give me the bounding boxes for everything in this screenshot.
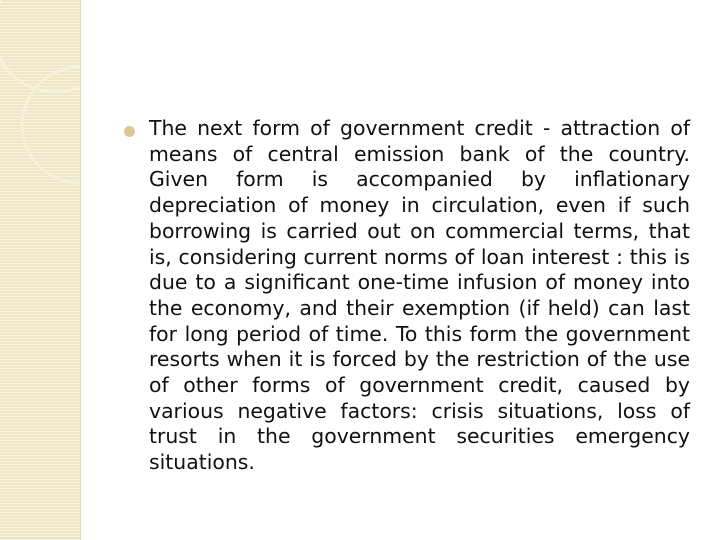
bullet-dot-icon <box>124 126 135 137</box>
bullet-item <box>124 116 690 476</box>
decorative-rings <box>0 0 80 540</box>
bullet-text: The next form of government credit - attraction of means of central emission bank of the country. Given form is accompanied by inflationary depreciation of money in circulation, even if such borrowing is carried out on commercial terms, that is, considering current norms of loan interest : this is due to a significant one-time infusion of money into the economy, and their exemption (if held) can last for long period of time. To this form the government resorts when it is forced by the restriction of the use of other forms of government credit, caused by various negative factors: crisis situations, loss of trust in the government securities emergency situations. <box>149 116 690 475</box>
slide-content <box>124 116 690 476</box>
decorative-side-strip <box>0 0 81 540</box>
